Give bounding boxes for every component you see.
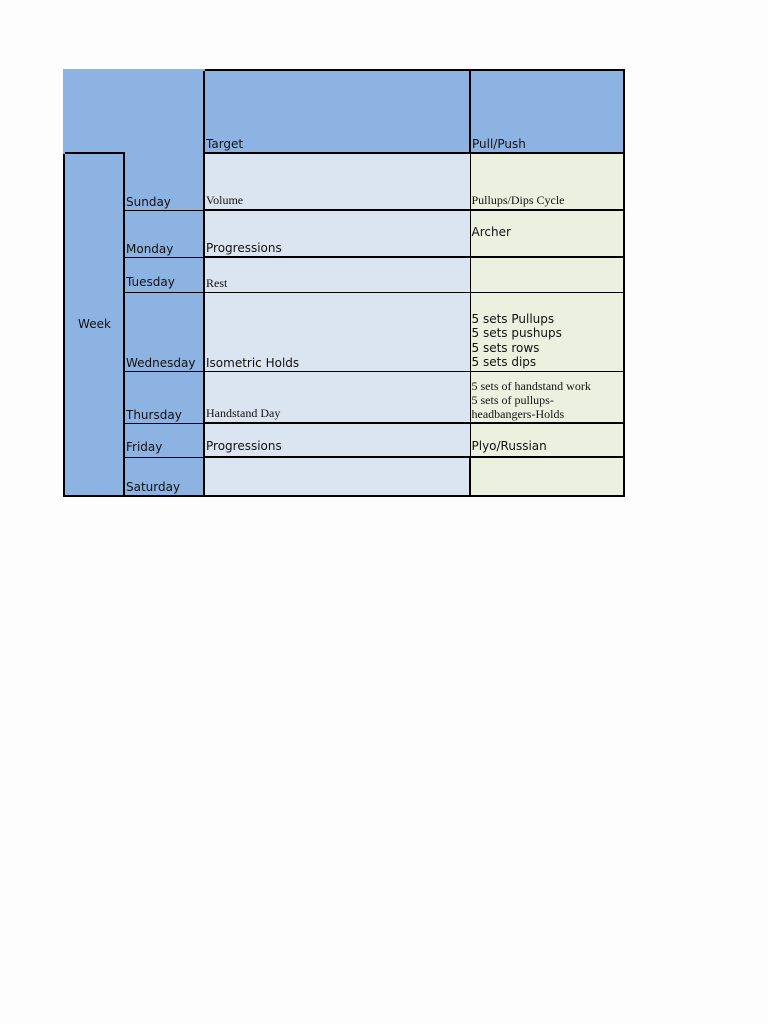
day-cell-tuesday[interactable]: Tuesday [124,257,204,292]
header-day-cell [124,70,204,153]
workout-schedule-table [63,69,625,497]
header-row [64,70,624,153]
day-cell-saturday[interactable]: Saturday [124,457,204,496]
target-cell-saturday[interactable] [204,457,470,496]
pullpush-line: 5 sets Pullups [471,311,555,326]
table-row [64,457,624,496]
day-cell-sunday[interactable]: Sunday [124,153,204,210]
pullpush-cell-tuesday[interactable] [470,257,624,292]
pullpush-cell-friday[interactable]: Plyo/Russian [470,423,624,457]
target-cell-thursday[interactable]: Handstand Day [204,371,470,423]
pullpush-cell-wednesday[interactable] [470,292,624,371]
header-target-cell[interactable]: Target [204,70,470,153]
table-row [64,257,624,292]
table-row [64,292,624,371]
target-cell-tuesday[interactable]: Rest [204,257,470,292]
pullpush-cell-sunday[interactable]: Pullups/Dips Cycle [470,153,624,210]
pullpush-line: headbangers-Holds [471,407,565,421]
day-cell-wednesday[interactable]: Wednesday [124,292,204,371]
target-cell-wednesday[interactable]: Isometric Holds [204,292,470,371]
pullpush-cell-thursday[interactable] [470,371,624,423]
header-pullpush-cell[interactable]: Pull/Push [470,70,624,153]
table-row [64,423,624,457]
day-cell-friday[interactable]: Friday [124,423,204,457]
header-corner-cell [64,70,124,153]
pullpush-cell-saturday[interactable] [470,457,624,496]
table-row [64,153,624,210]
pullpush-line: 5 sets dips [471,355,537,369]
pullpush-cell-monday[interactable]: Archer [470,210,624,257]
pullpush-line: 5 sets rows [471,340,540,355]
pullpush-line: 5 sets pushups [471,326,562,340]
week-label-cell[interactable]: Week [64,153,124,496]
target-cell-sunday[interactable]: Volume [204,153,470,210]
target-cell-friday[interactable]: Progressions [204,423,470,457]
table-row [64,371,624,423]
table-row [64,210,624,257]
pullpush-line: 5 sets of handstand work [471,379,591,393]
day-cell-monday[interactable]: Monday [124,210,204,257]
day-cell-thursday[interactable]: Thursday [124,371,204,423]
pullpush-line: 5 sets of pullups- [471,393,554,407]
target-cell-monday[interactable]: Progressions [204,210,470,257]
